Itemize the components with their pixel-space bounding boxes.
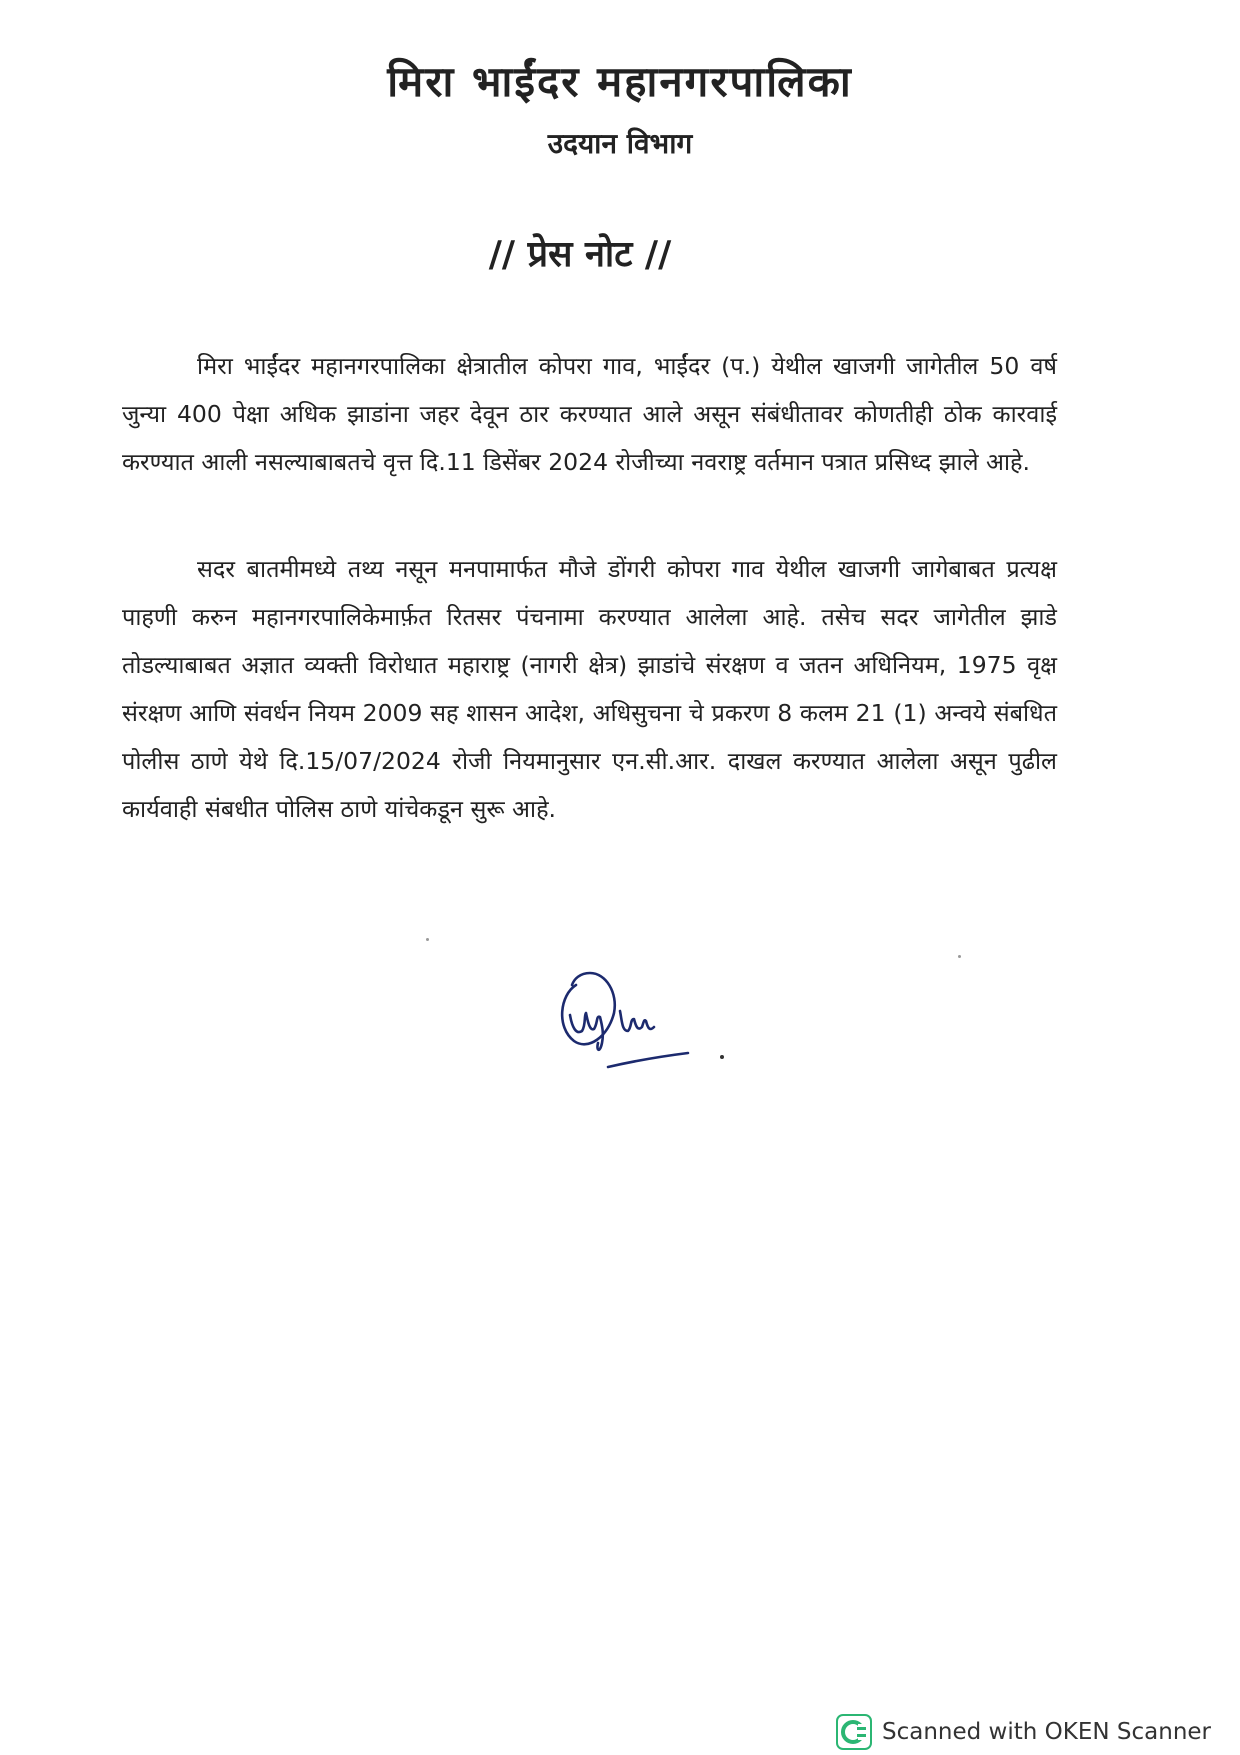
scanner-watermark [836, 1712, 1211, 1752]
organization-heading: मिरा भाईंदर महानगरपालिका [387, 57, 853, 106]
scan-speck [720, 1055, 724, 1059]
scanner-watermark-text: Scanned with OKEN Scanner [882, 1719, 1211, 1745]
scan-speck [426, 938, 429, 941]
handwritten-signature [556, 965, 706, 1085]
department-heading: उदयान विभाग [547, 127, 693, 160]
body-paragraph-1: मिरा भाईंदर महानगरपालिका क्षेत्रातील कोपरा गाव, भाईंदर (प.) येथील खाजगी जागेतील 50 वर्ष जुन्या 400 पेक्षा अधिक झाडांना जहर देवून ठार करण्यात आले असून संबंधीतावर कोणतीही ठोक कारवाई करण्यात आली नसल्याबाबतचे वृत्त दि.11 डिसेंबर 2024 रोजीच्या नवराष्ट्र वर्तमान पत्रात प्रसिध्द झाले आहे. [122, 352, 1057, 476]
body-paragraph-2: सदर बातमीमध्ये तथ्य नसून मनपामार्फत मौजे डोंगरी कोपरा गाव येथील खाजगी जागेबाबत प्रत्यक्ष पाहणी करुन महानगरपालिकेमार्फ़त रितसर पंचनामा करण्यात आलेला आहे. तसेच सदर जागेतील झाडे तोडल्याबाबत अज्ञात व्यक्ती विरोधात महाराष्ट्र (नागरी क्षेत्र) झाडांचे संरक्षण व जतन अधिनियम, 1975 वृक्ष संरक्षण आणि संवर्धन नियम 2009 सह शासन आदेश, अधिसुचना चे प्रकरण 8 कलम 21 (1) अन्वये संबधित पोलीस ठाणे येथे दि.15/07/2024 रोजी नियमानुसार एन.सी.आर. दाखल करण्यात आलेला असून पुढील कार्यवाही संबधीत पोलिस ठाणे यांचेकडून सुरू आहे. [122, 555, 1057, 823]
press-note-title: // प्रेस नोट // [488, 234, 672, 275]
scan-speck [958, 955, 961, 958]
oken-scanner-logo-icon [836, 1714, 872, 1750]
